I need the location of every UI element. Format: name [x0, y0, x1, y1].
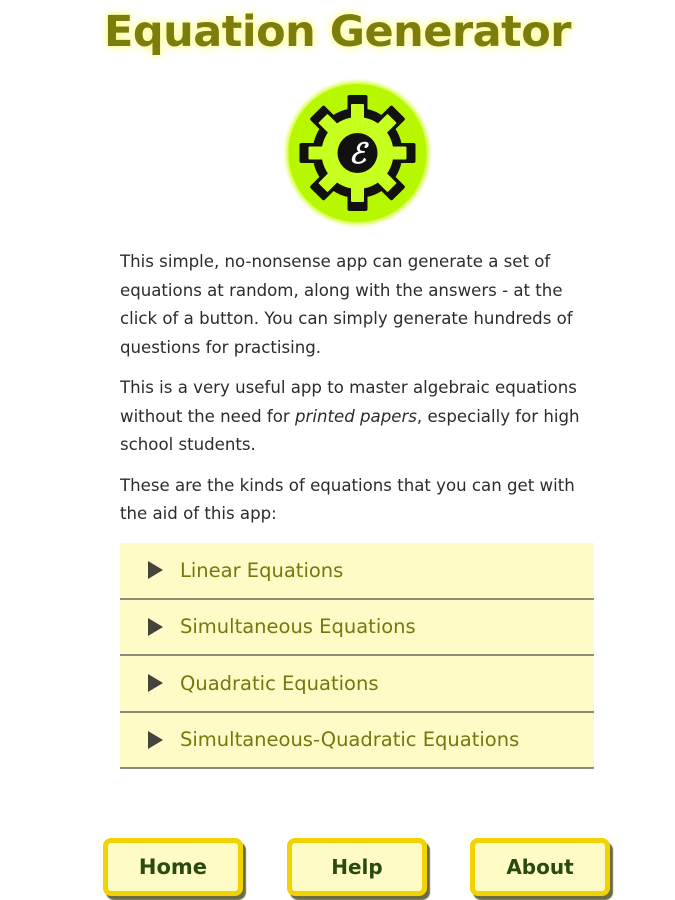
intro-paragraph-1: This simple, no-nonsense app can generate a set of equations at random, along with the answers - at the click of a button. You can simply generate hundreds of questions for practising.: [120, 252, 573, 357]
accordion-label: Simultaneous Equations: [180, 615, 416, 639]
intro-paragraph-3: These are the kinds of equations that you can get with the aid of this app:: [120, 475, 575, 523]
help-button[interactable]: Help: [287, 838, 427, 896]
app-logo: [280, 78, 435, 228]
intro-emphasis: printed papers: [295, 406, 417, 426]
accordion-item-linear[interactable]: [120, 543, 594, 600]
logo-letter: ℰ: [349, 137, 366, 170]
triangle-right-icon: [148, 731, 163, 749]
intro-paragraph-2-start: This is a very useful app to master algebraic equations without the need for: [120, 378, 577, 426]
page-title: Equation Generator: [104, 7, 571, 57]
about-button[interactable]: About: [470, 838, 610, 896]
equation-types-list: [120, 543, 594, 769]
home-button[interactable]: Home: [103, 838, 243, 896]
accordion-item-simultaneous-quadratic[interactable]: [120, 713, 594, 770]
accordion-item-simultaneous[interactable]: [120, 600, 594, 657]
intro-paragraph-2-end: , especially for high school students.: [120, 406, 580, 454]
gear-icon: [280, 78, 435, 228]
triangle-right-icon: [148, 618, 163, 636]
accordion-label: Simultaneous-Quadratic Equations: [180, 728, 520, 752]
triangle-right-icon: [148, 561, 163, 579]
accordion-label: Linear Equations: [180, 558, 344, 582]
intro-paragraph-2: [120, 374, 598, 460]
intro-text: [120, 248, 598, 541]
accordion-item-quadratic[interactable]: [120, 656, 594, 713]
triangle-right-icon: [148, 674, 163, 692]
accordion-label: Quadratic Equations: [180, 671, 379, 695]
